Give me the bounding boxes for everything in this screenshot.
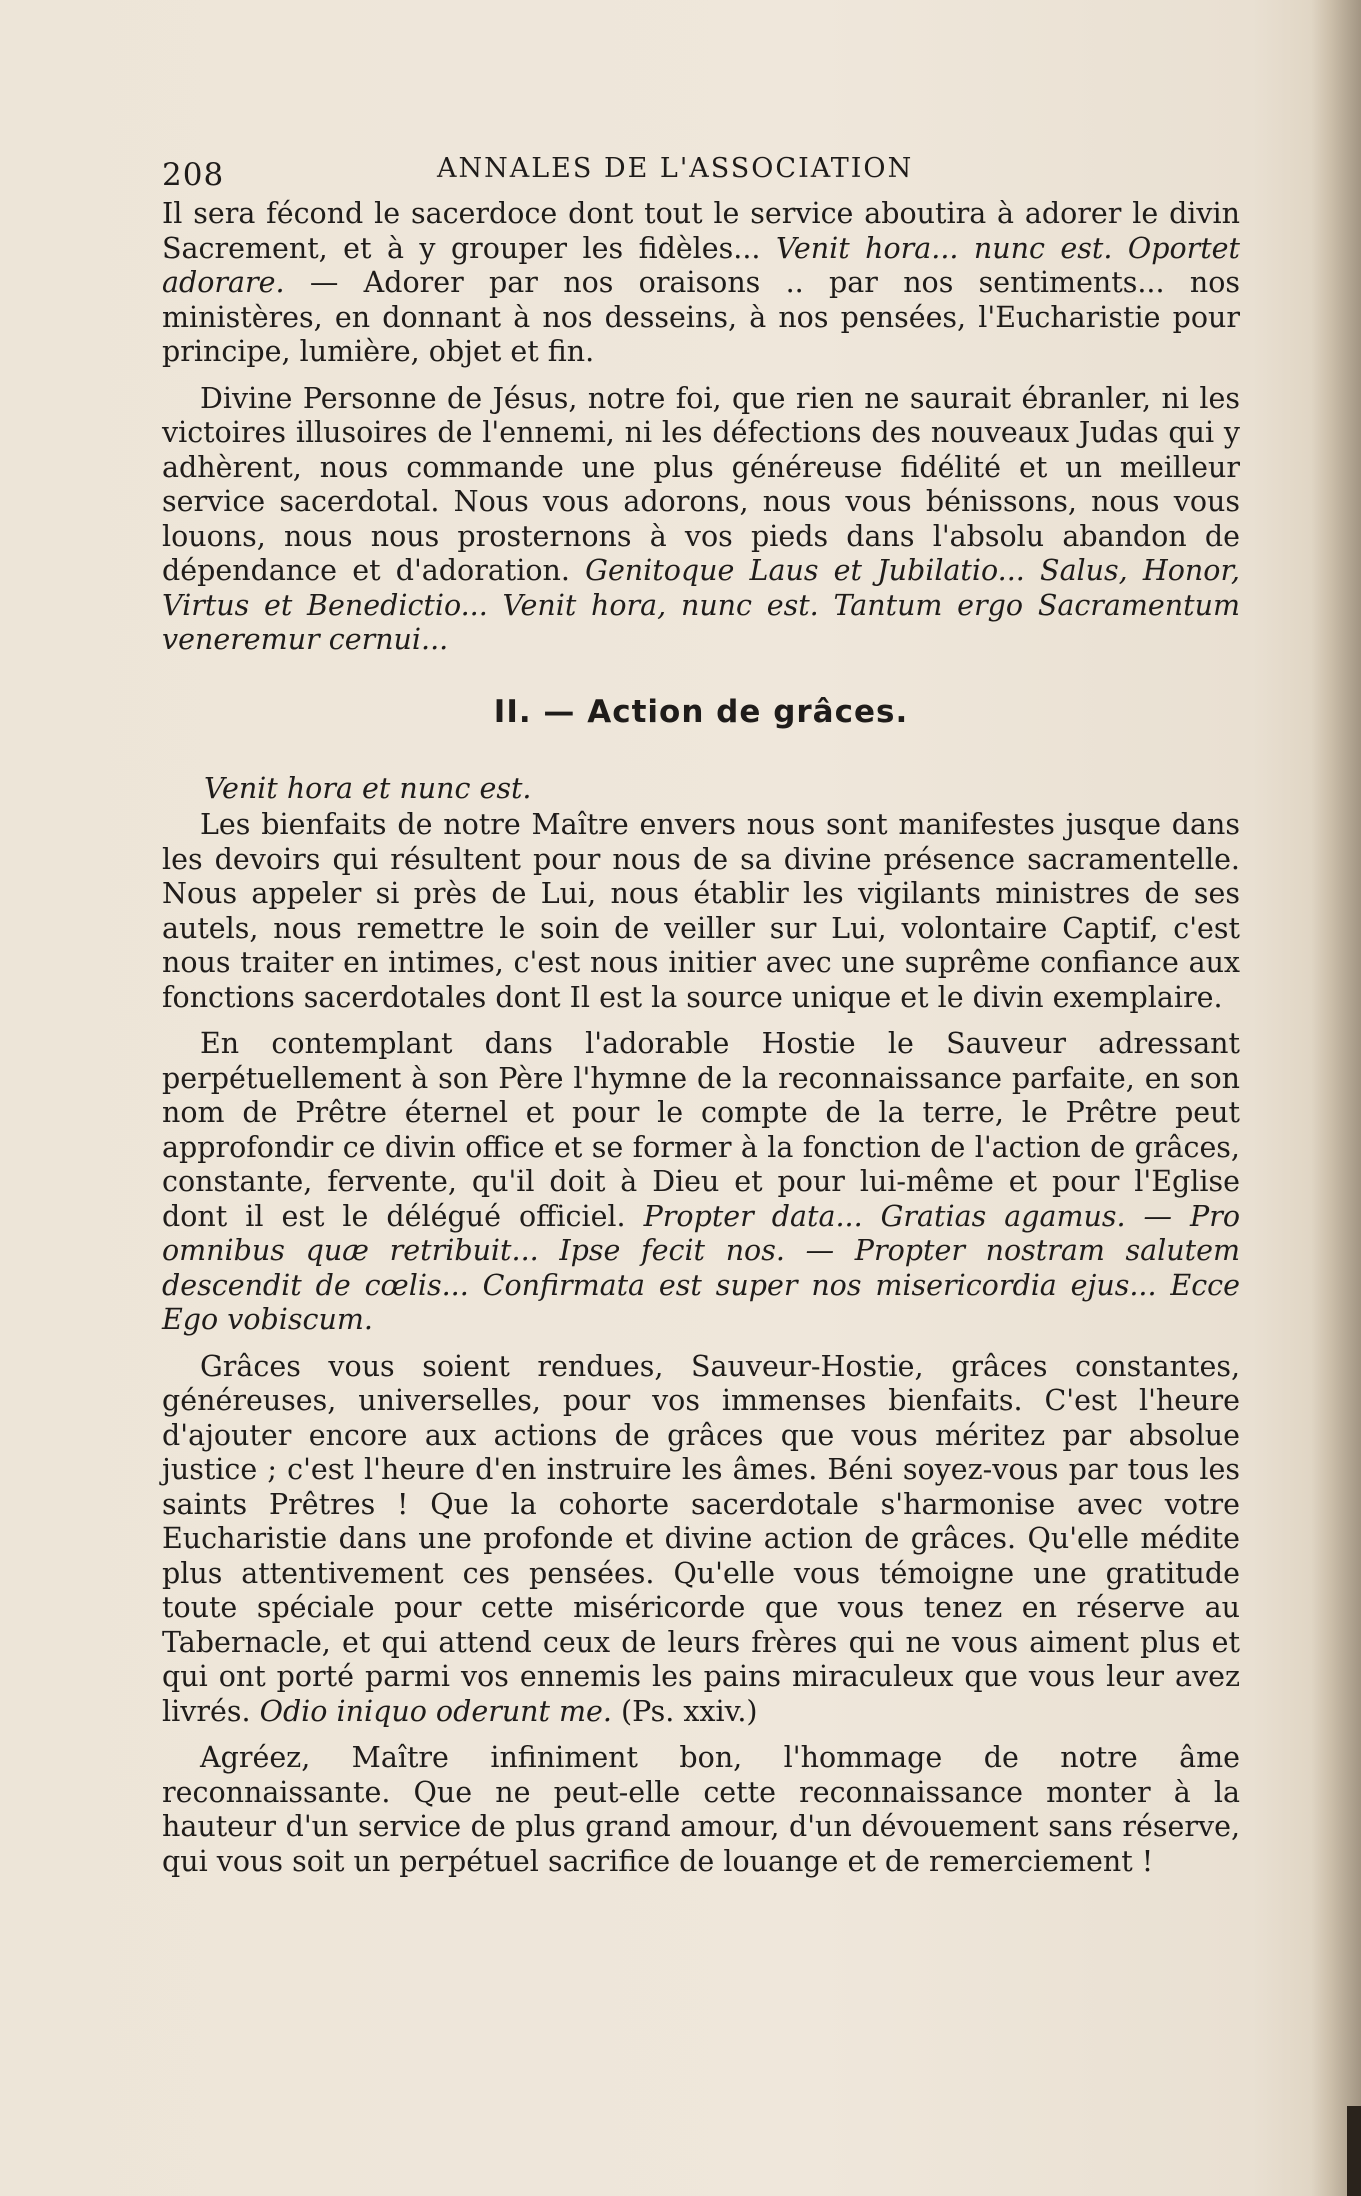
paragraph-5-text-a: Grâces vous soient rendues, Sauveur-Hostie, grâces constantes, généreuses, universelles, pour vos immenses bienfaits. C'est l'heure d'ajouter encore aux actions de grâces que vous méritez par absolue justice ; c'est l'heure d'en instruire les âmes. Béni soyez-vous par tous les saints Prêtres ! Que la cohorte sacerdotale s'harmonise avec votre Eucharistie dans une profonde et divine action de grâces. Qu'elle médite plus attentivement ces pensées. Qu'elle vous témoigne une gratitude toute spéciale pour cette miséricorde que vous tenez en réserve au Tabernacle, et qui attend ceux de leurs frères qui ne vous aiment plus et qui ont porté parmi vos ennemis les pains miraculeux que vous leur avez livrés.: [162, 1349, 1240, 1728]
paragraph-2: [162, 382, 1240, 658]
paragraph-4-text-a: En contemplant dans l'adorable Hostie le Sauveur adressant perpétuellement à son Père l'hymne de la reconnaissance parfaite, en son nom de Prêtre éternel et pour le compte de la terre, le Prêtre peut approfondir ce divin office et se former à la fonction de l'action de grâces, constante, fervente, qu'il doit à Dieu et pour lui-même et pour l'Eglise dont il est le délégué officiel.: [162, 1027, 1240, 1233]
paragraph-4-latin: Propter data... Gratias agamus. — Pro omnibus quæ retribuit... Ipse fecit nos. — Propter nostram salutem descendit de cœlis... Confirmata est super nos misericordia ejus... Ecce Ego vobiscum.: [162, 1199, 1240, 1336]
paragraph-2-latin: Genitoque Laus et Jubilatio... Salus, Honor, Virtus et Benedictio... Venit hora, nunc est. Tantum ergo Sacramentum veneremur cernui...: [162, 554, 1240, 656]
paragraph-6-text-a: Agréez, Maître infiniment bon, l'hommage de notre âme reconnaissante. Que ne peut-elle cette reconnaissance monter à la hauteur d'un service de plus grand amour, d'un dévouement sans réserve, qui vous soit un perpétuel sacrifice de louange et de remerciement !: [162, 1741, 1240, 1878]
page-content: [162, 145, 1240, 1891]
running-head: [162, 145, 1240, 197]
paragraph-5: [162, 1350, 1240, 1730]
spine-shadow: [1311, 0, 1361, 2196]
paragraph-1: [162, 197, 1240, 370]
paragraph-1-text-b: — Adorer par nos oraisons .. par nos sentiments... nos ministères, en donnant à nos desseins, à nos pensées, l'Eucharistie pour principe, lumière, objet et fin.: [162, 266, 1240, 368]
paragraph-5-latin: Odio iniquo oderunt me.: [259, 1694, 612, 1728]
running-title: ANNALES DE L'ASSOCIATION: [437, 153, 914, 184]
paragraph-5-text-b: (Ps. xxiv.): [612, 1694, 758, 1728]
section-heading: II. — Action de grâces.: [493, 693, 909, 730]
paragraph-3: [162, 808, 1240, 1015]
epigraph: Venit hora et nunc est.: [204, 771, 532, 805]
paragraph-1-text-a: Il sera fécond le sacerdoce dont tout le service aboutira à adorer le divin Sacrement, et à y grouper les fidèles...: [162, 197, 1240, 265]
paragraph-6: [162, 1741, 1240, 1879]
paragraph-1-latin: Venit hora... nunc est. Oportet adorare.: [162, 231, 1240, 299]
corner-shadow: [1347, 2106, 1361, 2196]
paragraph-4: [162, 1027, 1240, 1338]
paragraph-2-text-a: Divine Personne de Jésus, notre foi, que rien ne saurait ébranler, ni les victoires illusoires de l'ennemi, ni les défections des nouveaux Judas qui y adhèrent, nous commande une plus généreuse fidélité et un meilleur service sacerdotal. Nous vous adorons, nous vous bénissons, nous vous louons, nous nous prosternons à vos pieds dans l'absolu abandon de dépendance et d'adoration.: [162, 381, 1240, 587]
paragraph-3-text-a: Les bienfaits de notre Maître envers nous sont manifestes jusque dans les devoirs qui résultent pour nous de sa divine présence sacramentelle. Nous appeler si près de Lui, nous établir les vigilants ministres de ses autels, nous remettre le soin de veiller sur Lui, volontaire Captif, c'est nous traiter en intimes, c'est nous initier avec une suprême confiance aux fonctions sacerdotales dont Il est la source unique et le divin exemplaire.: [162, 808, 1240, 1014]
page-number: 208: [162, 157, 225, 193]
